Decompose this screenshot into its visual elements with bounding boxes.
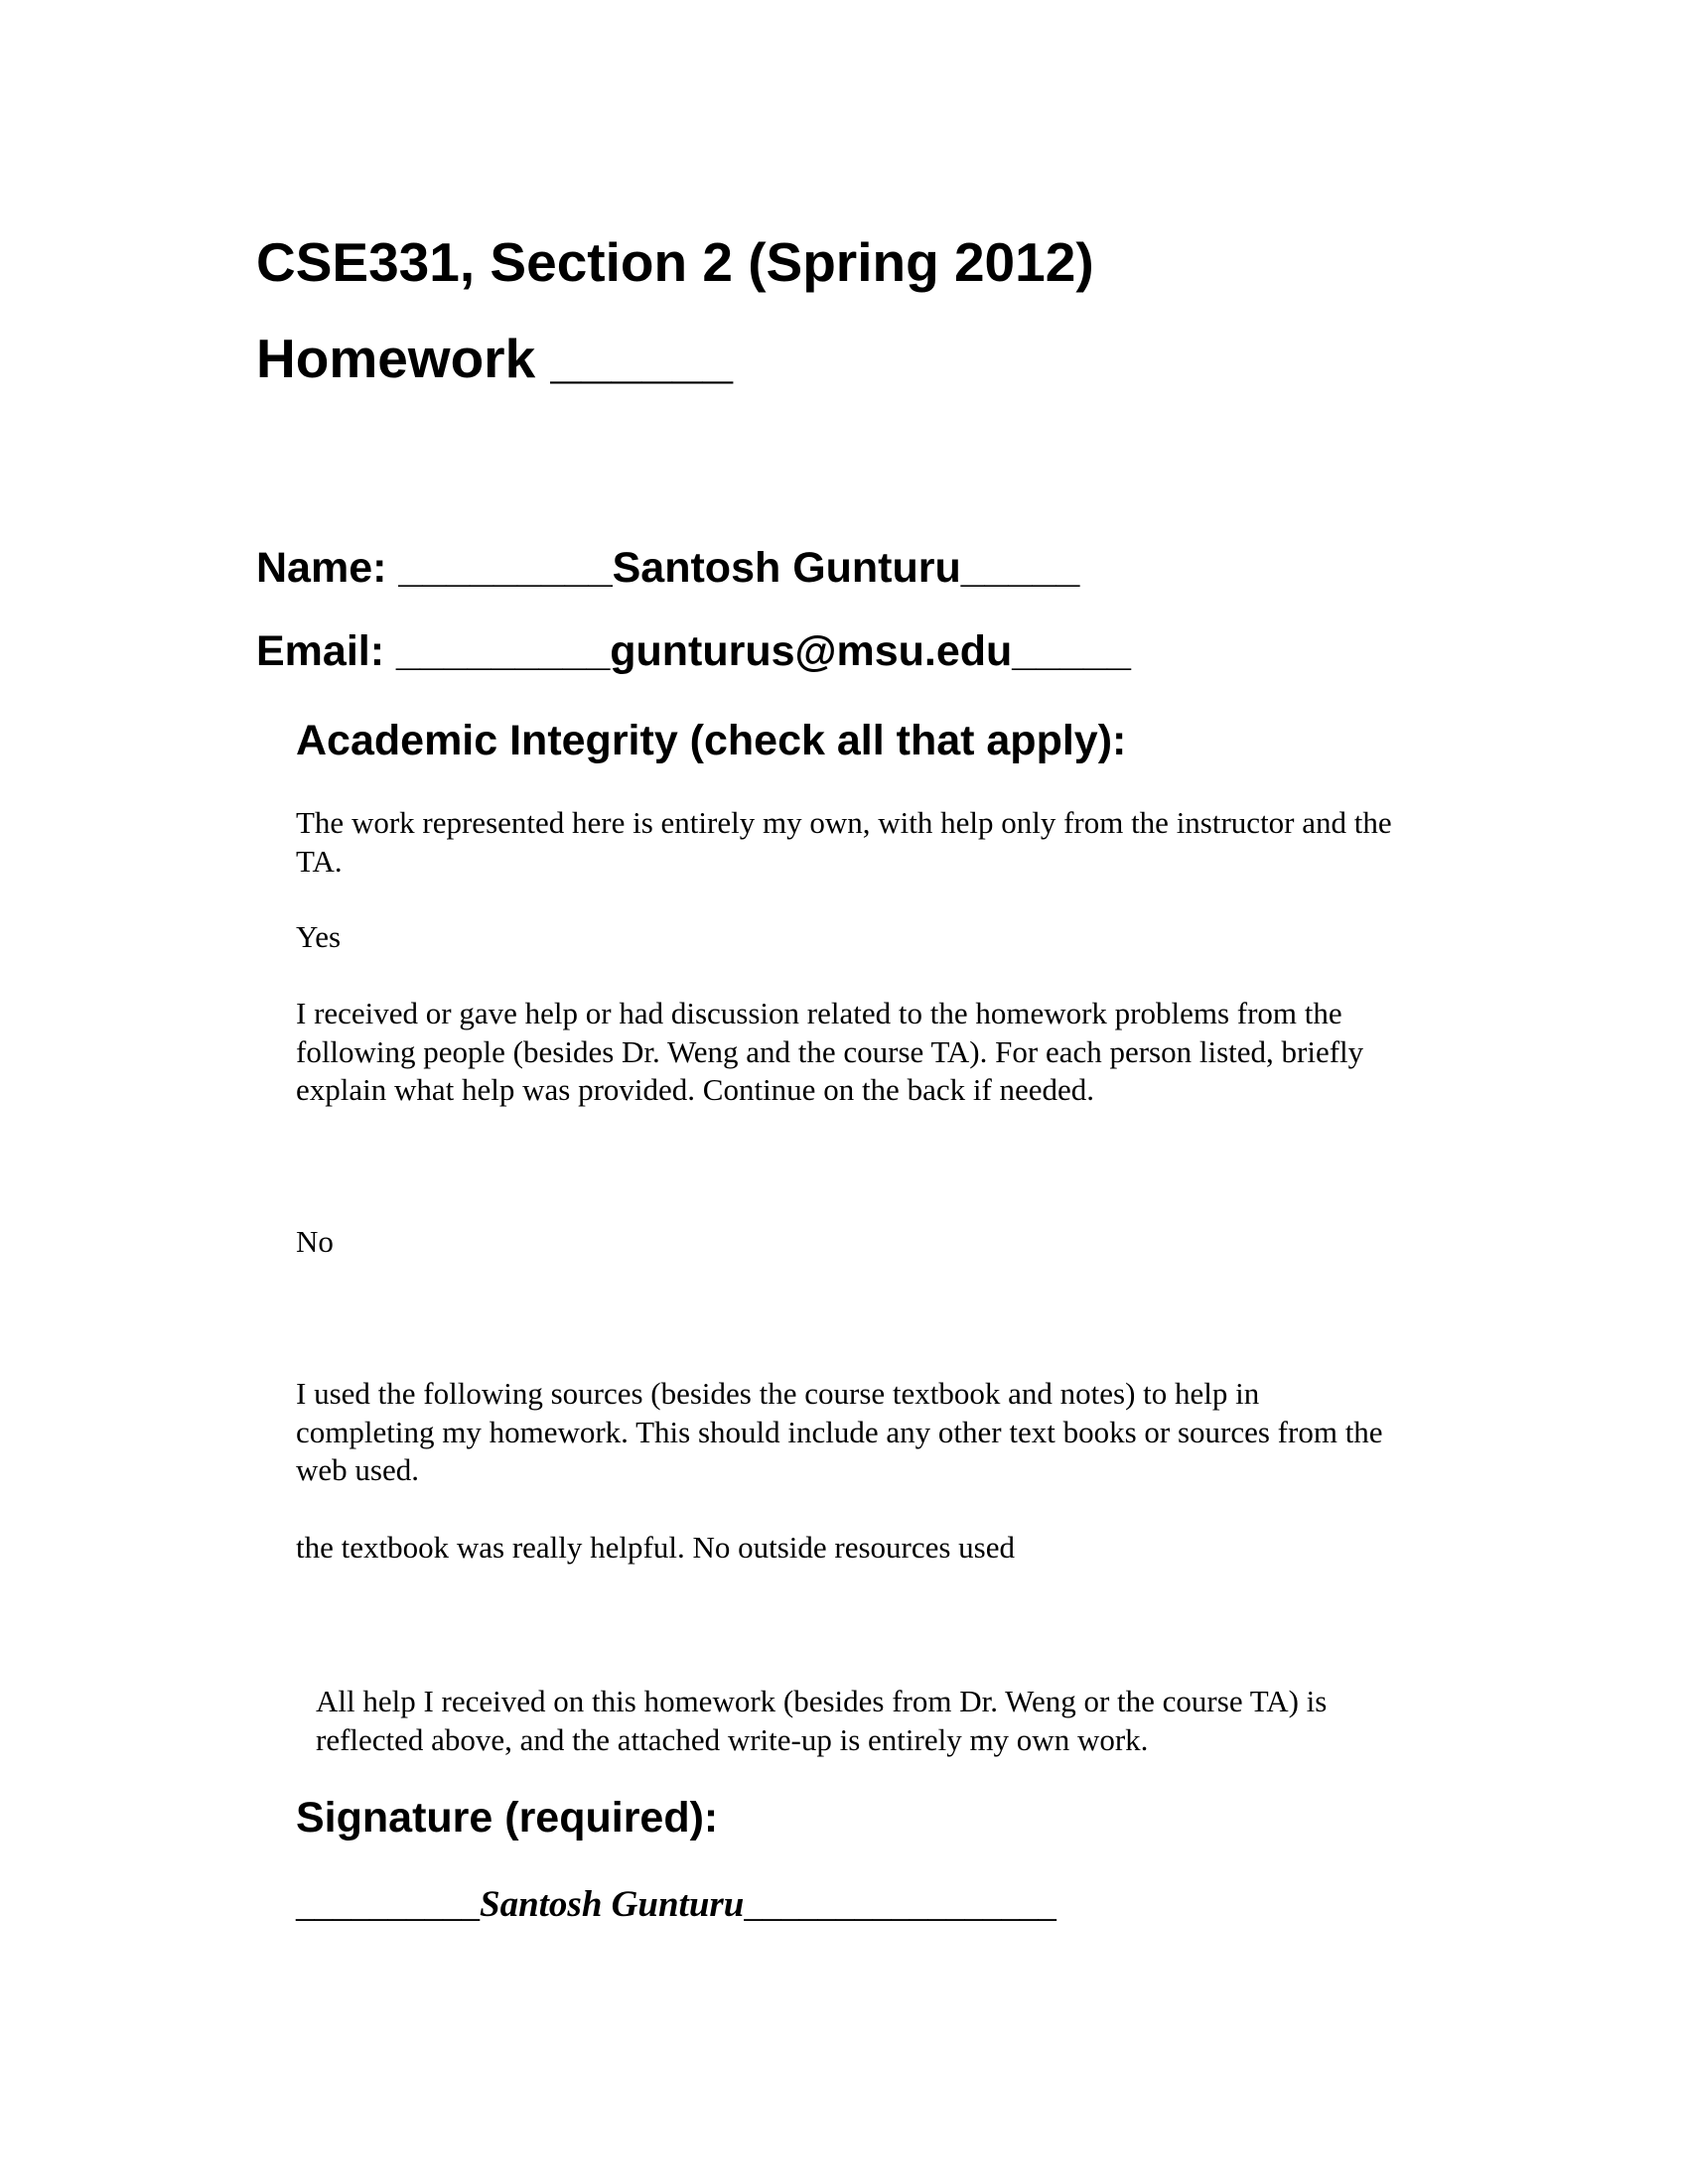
statement-help-line: I received or gave help or had discussion related to the homework problems from the [296,996,1342,1030]
statement-sources-line: web used. [296,1452,419,1487]
statement-own-work-line: TA. [296,843,343,879]
statement-sources-line: completing my homework. This should include any other text books or sources from the [296,1414,1383,1449]
name-blank-trail: _____ [960,544,1080,592]
email-blank-trail: _____ [1012,627,1131,675]
statement-help-line: following people (besides Dr. Weng and the course TA). For each person listed, briefly [296,1033,1364,1069]
name-field [256,542,1079,594]
signature-heading: Signature (required): [296,1794,719,1842]
name-value: Santosh Gunturu [612,544,961,592]
signature-blank-trail: _________________ [744,1884,1056,1925]
homework-number-label: Homework ______ [256,328,733,389]
email-value: gunturus@msu.edu [610,627,1013,675]
answer-help: No [296,1224,334,1259]
signature-line [296,1883,1056,1927]
answer-own-work: Yes [296,919,342,954]
email-blank-lead: _________ [396,627,611,675]
email-field [256,625,1131,677]
name-blank-lead: _________ [398,544,613,592]
course-title: CSE331, Section 2 (Spring 2012) [256,231,1094,293]
statement-own-work-line: The work represented here is entirely my own, with help only from the instructor and the [296,805,1392,840]
name-label: Name: [256,544,387,592]
statement-sources-line: I used the following sources (besides the course textbook and notes) to help in [296,1376,1260,1411]
statement-help-line: explain what help was provided. Continue on the back if needed. [296,1072,1095,1107]
signature-blank-lead: __________ [296,1884,480,1925]
statement-sources [296,1375,1507,1490]
academic-integrity-heading: Academic Integrity (check all that apply): [296,717,1127,764]
answer-sources: the textbook was really helpful. No outside resources used [296,1530,1016,1565]
statement-affirmation [316,1683,1507,1759]
statement-affirmation-line: reflected above, and the attached write-up is entirely my own work. [316,1721,1149,1757]
signature-value: Santosh Gunturu [480,1884,745,1925]
statement-own-work [296,804,1507,881]
statement-affirmation-line: All help I received on this homework (besides from Dr. Weng or the course TA) is [316,1684,1328,1718]
statement-help [296,995,1507,1110]
email-label: Email: [256,627,385,675]
